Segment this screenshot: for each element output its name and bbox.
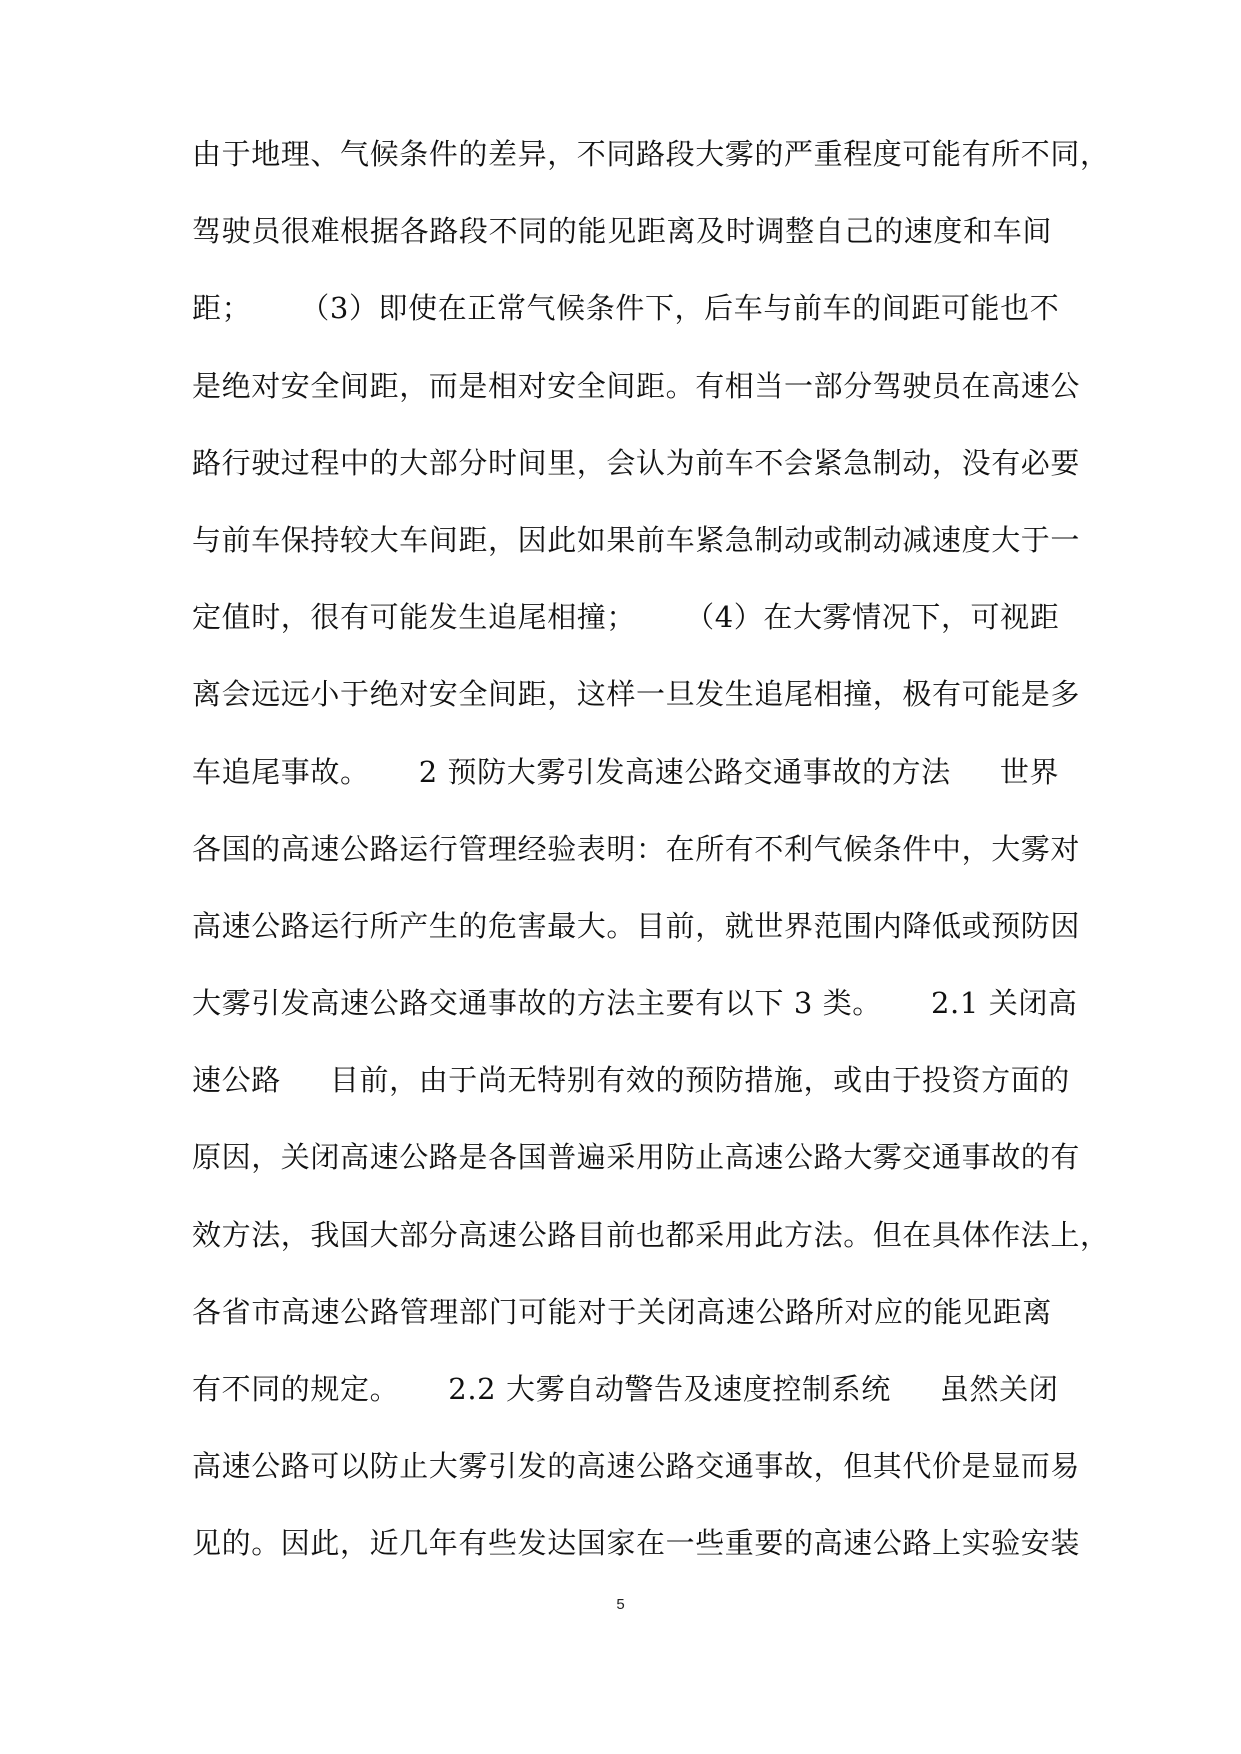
page-number: 5 [616, 1596, 625, 1613]
text-line: 离会远远小于绝对安全间距，这样一旦发生追尾相撞，极有可能是多 [192, 677, 1081, 712]
text-line: 速公路 目前，由于尚无特别有效的预防措施，或由于投资方面的 [192, 1063, 1070, 1098]
text-line: 路行驶过程中的大部分时间里，会认为前车不会紧急制动，没有必要 [192, 445, 1081, 480]
text-line: 由于地理、气候条件的差异，不同路段大雾的严重程度可能有所不同， [192, 137, 1110, 171]
text-line: 见的。因此，近几年有些发达国家在一些重要的高速公路上实验安装 [192, 1526, 1081, 1561]
text-line: 高速公路运行所产生的危害最大。目前，就世界范围内降低或预防因 [192, 908, 1081, 943]
text-line: 高速公路可以防止大雾引发的高速公路交通事故，但其代价是显而易 [192, 1449, 1081, 1484]
text-line: 与前车保持较大车间距，因此如果前车紧急制动或制动减速度大于一 [192, 522, 1081, 557]
text-line: 有不同的规定。 2.2 大雾自动警告及速度控制系统 虽然关闭 [192, 1372, 1059, 1406]
text-line: 各国的高速公路运行管理经验表明：在所有不利气候条件中，大雾对 [192, 831, 1081, 866]
text-line: 原因，关闭高速公路是各国普遍采用防止高速公路大雾交通事故的有 [192, 1140, 1081, 1175]
text-line: 定值时，很有可能发生追尾相撞； （4）在大雾情况下，可视距 [192, 600, 1060, 635]
text-line: 大雾引发高速公路交通事故的方法主要有以下 3 类。 2.1 关闭高 [192, 986, 1078, 1021]
text-line: 是绝对安全间距，而是相对安全间距。有相当一部分驾驶员在高速公 [192, 368, 1081, 403]
body-text [192, 136, 1110, 1603]
text-line: 车追尾事故。 2 预防大雾引发高速公路交通事故的方法 世界 [192, 754, 1060, 789]
text-line: 效方法，我国大部分高速公路目前也都采用此方法。但在具体作法上， [192, 1217, 1110, 1252]
text-line: 驾驶员很难根据各路段不同的能见距离及时调整自己的速度和车间 [192, 214, 1052, 249]
text-line: 各省市高速公路管理部门可能对于关闭高速公路所对应的能见距离 [192, 1294, 1052, 1329]
text-line: 距； （3）即使在正常气候条件下，后车与前车的间距可能也不 [192, 291, 1060, 326]
